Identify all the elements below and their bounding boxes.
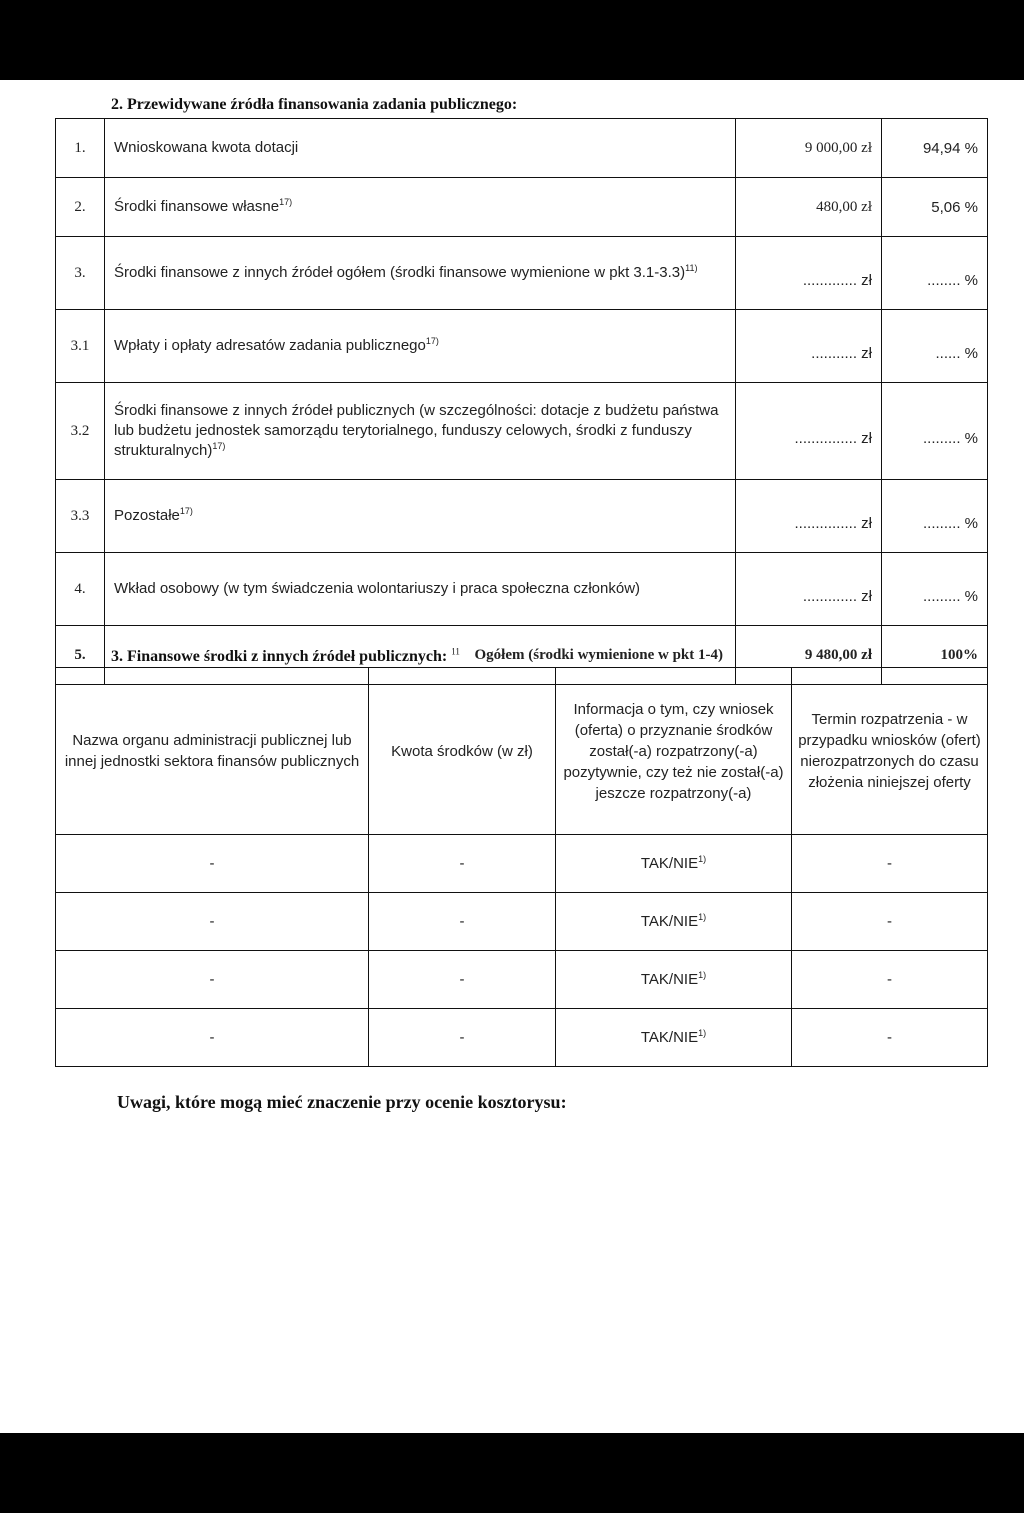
table-cell: - bbox=[56, 1009, 369, 1067]
row-description bbox=[105, 310, 736, 383]
footnote-marker: 17) bbox=[179, 506, 193, 516]
row-number: 2. bbox=[56, 178, 105, 237]
row-amount: ........... zł bbox=[736, 310, 882, 383]
table-header-row bbox=[56, 668, 988, 835]
section-2-title: 2. Przewidywane źródła finansowania zadania publicznego: bbox=[111, 96, 518, 113]
row-description bbox=[105, 237, 736, 310]
row-amount: 9 000,00 zł bbox=[736, 119, 882, 178]
row-description-text: Środki finansowe z innych źródeł ogółem (środki finansowe wymienione w pkt 3.1-3.3) bbox=[114, 264, 686, 281]
row-number: 4. bbox=[56, 553, 105, 626]
tak-nie-text: TAK/NIE bbox=[640, 1029, 699, 1046]
row-percent: 100% bbox=[882, 626, 988, 685]
row-percent: ......... % bbox=[882, 553, 988, 626]
table-row bbox=[56, 383, 988, 480]
column-header: Informacja o tym, czy wniosek (oferta) o przyznanie środków został(-a) rozpatrzony(-a) pozytywnie, czy też nie został(-a) jeszcze rozpatrzony(-a) bbox=[556, 668, 792, 835]
table-row bbox=[56, 835, 988, 893]
row-percent: ...... % bbox=[882, 310, 988, 383]
row-amount: 480,00 zł bbox=[736, 178, 882, 237]
table-cell: - bbox=[56, 893, 369, 951]
table-cell bbox=[556, 893, 792, 951]
section-3-title-text: 3. Finansowe środki z innych źródeł publicznych: bbox=[111, 648, 448, 665]
table-row bbox=[56, 893, 988, 951]
row-description-text: Wpłaty i opłaty adresatów zadania publicznego bbox=[114, 337, 426, 354]
row-percent: 94,94 % bbox=[882, 119, 988, 178]
table-row bbox=[56, 553, 988, 626]
footnote-marker: 1) bbox=[698, 970, 707, 980]
table-cell: - bbox=[792, 893, 988, 951]
row-number: 3.1 bbox=[56, 310, 105, 383]
column-header: Termin rozpatrzenia - w przypadku wniosków (ofert) nierozpatrzonych do czasu złożenia niniejszej oferty bbox=[792, 668, 988, 835]
column-header: Kwota środków (w zł) bbox=[369, 668, 556, 835]
row-description: Ogółem (środki wymienione w pkt 1-4) bbox=[105, 626, 736, 685]
row-description: Wnioskowana kwota dotacji bbox=[105, 119, 736, 178]
table-cell: - bbox=[792, 1009, 988, 1067]
section-3-title bbox=[111, 648, 460, 666]
table-cell: - bbox=[369, 951, 556, 1009]
table-row bbox=[56, 951, 988, 1009]
table-row bbox=[56, 178, 988, 237]
table-row bbox=[56, 237, 988, 310]
row-description-text: Środki finansowe własne bbox=[114, 198, 280, 215]
table-cell bbox=[556, 835, 792, 893]
row-description: Wkład osobowy (w tym świadczenia wolontariuszy i praca społeczna członków) bbox=[105, 553, 736, 626]
row-amount: ............... zł bbox=[736, 383, 882, 480]
table-cell: - bbox=[56, 835, 369, 893]
footnote-marker: 17) bbox=[279, 197, 293, 207]
table-cell: - bbox=[369, 893, 556, 951]
tak-nie-text: TAK/NIE bbox=[640, 855, 699, 872]
financing-sources-table bbox=[55, 118, 988, 685]
footnote-marker: 17) bbox=[212, 441, 226, 451]
row-number: 3. bbox=[56, 237, 105, 310]
table-row bbox=[56, 310, 988, 383]
row-percent: 5,06 % bbox=[882, 178, 988, 237]
table-row bbox=[56, 119, 988, 178]
row-percent: ........ % bbox=[882, 237, 988, 310]
table-cell bbox=[556, 1009, 792, 1067]
row-amount: ............. zł bbox=[736, 553, 882, 626]
row-number: 1. bbox=[56, 119, 105, 178]
remarks-label: Uwagi, które mogą mieć znaczenie przy ocenie kosztorysu: bbox=[117, 1092, 567, 1112]
row-percent: ......... % bbox=[882, 480, 988, 553]
row-description bbox=[105, 480, 736, 553]
table-cell: - bbox=[369, 835, 556, 893]
public-funds-table bbox=[55, 667, 988, 1067]
table-cell: - bbox=[792, 835, 988, 893]
tak-nie-text: TAK/NIE bbox=[640, 913, 699, 930]
document-page bbox=[0, 80, 1024, 1433]
table-cell: - bbox=[369, 1009, 556, 1067]
footnote-marker: 1) bbox=[698, 912, 707, 922]
table-cell: - bbox=[56, 951, 369, 1009]
footnote-marker: 11 bbox=[451, 646, 460, 657]
row-description bbox=[105, 383, 736, 480]
row-amount: ............... zł bbox=[736, 480, 882, 553]
table-cell bbox=[556, 951, 792, 1009]
row-number: 3.2 bbox=[56, 383, 105, 480]
row-description-text: Pozostałe bbox=[114, 507, 180, 524]
row-description bbox=[105, 178, 736, 237]
footnote-marker: 1) bbox=[698, 854, 707, 864]
row-percent: ......... % bbox=[882, 383, 988, 480]
row-amount: ............. zł bbox=[736, 237, 882, 310]
footnote-marker: 11) bbox=[685, 263, 698, 273]
tak-nie-text: TAK/NIE bbox=[640, 971, 699, 988]
table-row bbox=[56, 1009, 988, 1067]
table-row bbox=[56, 480, 988, 553]
row-number: 3.3 bbox=[56, 480, 105, 553]
footnote-marker: 1) bbox=[698, 1028, 707, 1038]
row-description-text: Środki finansowe z innych źródeł publicznych (w szczególności: dotacje z budżetu państwa lub budżetu jednostek samorządu terytorialnego, funduszy celowych, środki z funduszy strukturalnych) bbox=[114, 402, 719, 459]
footnote-marker: 17) bbox=[425, 336, 439, 346]
table-cell: - bbox=[792, 951, 988, 1009]
row-amount: 9 480,00 zł bbox=[736, 626, 882, 685]
column-header: Nazwa organu administracji publicznej lub innej jednostki sektora finansów publicznych bbox=[56, 668, 369, 835]
row-number: 5. bbox=[56, 626, 105, 685]
